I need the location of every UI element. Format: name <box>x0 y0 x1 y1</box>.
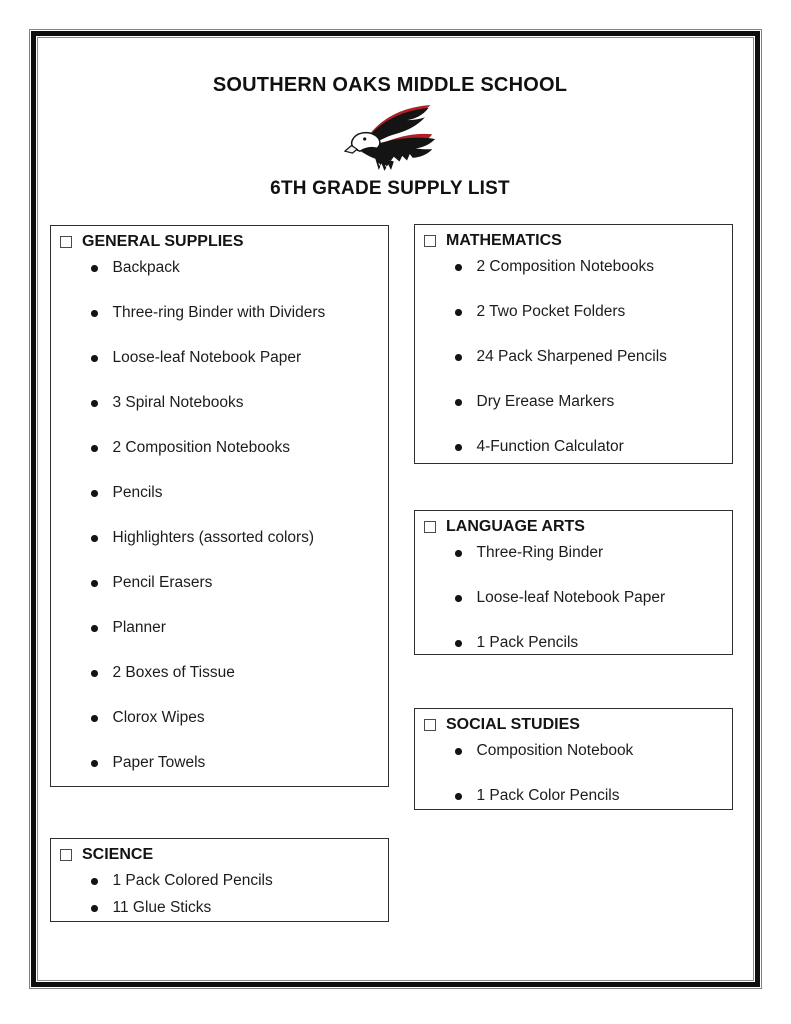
supply-item <box>455 787 726 805</box>
checkbox-icon <box>60 236 72 248</box>
eagle-mascot-logo <box>344 103 438 173</box>
item-label: 11 Glue Sticks <box>112 899 212 916</box>
item-label: 2 Composition Notebooks <box>476 258 654 275</box>
bullet-icon <box>91 625 98 632</box>
item-label: 1 Pack Color Pencils <box>476 787 620 804</box>
item-label: Loose-leaf Notebook Paper <box>112 349 302 366</box>
supply-item <box>455 742 726 760</box>
supply-item <box>91 484 382 502</box>
supply-item <box>455 544 726 562</box>
bullet-icon <box>455 399 462 406</box>
supply-item <box>455 393 726 411</box>
bullet-icon <box>91 355 98 362</box>
bullet-icon <box>91 490 98 497</box>
bullet-icon <box>455 264 462 271</box>
bullet-icon <box>91 310 98 317</box>
section-title: GENERAL SUPPLIES <box>82 233 244 250</box>
supply-item-list <box>424 544 726 652</box>
checkbox-icon <box>424 235 436 247</box>
item-label: Highlighters (assorted colors) <box>112 529 315 546</box>
bullet-icon <box>455 354 462 361</box>
item-label: 24 Pack Sharpened Pencils <box>476 348 667 365</box>
supply-item <box>91 574 382 592</box>
section-science <box>50 838 389 922</box>
supply-item <box>91 754 382 772</box>
bullet-icon <box>455 550 462 557</box>
eagle-icon <box>344 103 438 173</box>
item-label: 1 Pack Colored Pencils <box>112 872 273 889</box>
supply-item <box>91 439 382 457</box>
supply-item <box>91 304 382 322</box>
item-label: Clorox Wipes <box>112 709 205 726</box>
bullet-icon <box>455 793 462 800</box>
supply-item <box>91 529 382 547</box>
bullet-icon <box>91 265 98 272</box>
supply-item <box>91 349 382 367</box>
section-header <box>424 232 726 250</box>
supply-item <box>455 348 726 366</box>
item-label: Dry Erease Markers <box>476 393 615 410</box>
section-social-studies <box>414 708 733 810</box>
supply-item <box>455 303 726 321</box>
section-title: MATHEMATICS <box>446 232 562 249</box>
supply-item <box>91 394 382 412</box>
bullet-icon <box>455 595 462 602</box>
item-label: Three-Ring Binder <box>476 544 604 561</box>
bullet-icon <box>455 640 462 647</box>
item-label: Paper Towels <box>112 754 206 771</box>
checkbox-icon <box>60 849 72 861</box>
checkbox-icon <box>424 719 436 731</box>
bullet-icon <box>91 905 98 912</box>
item-label: 3 Spiral Notebooks <box>112 394 244 411</box>
supply-item <box>91 619 382 637</box>
section-header <box>60 846 382 864</box>
section-general-supplies <box>50 225 389 787</box>
supply-item <box>91 899 382 917</box>
item-label: Planner <box>112 619 166 636</box>
item-label: 2 Two Pocket Folders <box>476 303 626 320</box>
item-label: 2 Composition Notebooks <box>112 439 290 456</box>
supply-item <box>91 664 382 682</box>
supply-item <box>455 258 726 276</box>
supply-item-list <box>424 258 726 456</box>
bullet-icon <box>91 580 98 587</box>
bullet-icon <box>91 670 98 677</box>
supply-item <box>455 634 726 652</box>
bullet-icon <box>91 715 98 722</box>
supply-item-list <box>60 259 382 772</box>
section-header <box>60 233 382 251</box>
item-label: Composition Notebook <box>476 742 634 759</box>
supply-item <box>91 872 382 890</box>
supply-item <box>455 589 726 607</box>
supply-item-list <box>424 742 726 805</box>
checkbox-icon <box>424 521 436 533</box>
supply-item <box>91 259 382 277</box>
list-title: 6TH GRADE SUPPLY LIST <box>270 178 510 199</box>
bullet-icon <box>455 444 462 451</box>
item-label: 4-Function Calculator <box>476 438 624 455</box>
item-label: 1 Pack Pencils <box>476 634 579 651</box>
section-header <box>424 716 726 734</box>
bullet-icon <box>91 535 98 542</box>
bullet-icon <box>91 760 98 767</box>
bullet-icon <box>91 878 98 885</box>
item-label: Loose-leaf Notebook Paper <box>476 589 666 606</box>
item-label: Backpack <box>112 259 180 276</box>
supply-item <box>455 438 726 456</box>
bullet-icon <box>91 445 98 452</box>
item-label: 2 Boxes of Tissue <box>112 664 235 681</box>
section-header <box>424 518 726 536</box>
supply-item-list <box>60 872 382 917</box>
item-label: Three-ring Binder with Dividers <box>112 304 326 321</box>
bullet-icon <box>455 748 462 755</box>
bullet-icon <box>91 400 98 407</box>
section-language-arts <box>414 510 733 655</box>
bullet-icon <box>455 309 462 316</box>
section-title: SCIENCE <box>82 846 154 863</box>
item-label: Pencil Erasers <box>112 574 213 591</box>
supply-item <box>91 709 382 727</box>
section-mathematics <box>414 224 733 464</box>
school-name-title: SOUTHERN OAKS MIDDLE SCHOOL <box>212 74 568 96</box>
item-label: Pencils <box>112 484 163 501</box>
section-title: SOCIAL STUDIES <box>446 716 580 733</box>
section-title: LANGUAGE ARTS <box>446 518 585 535</box>
